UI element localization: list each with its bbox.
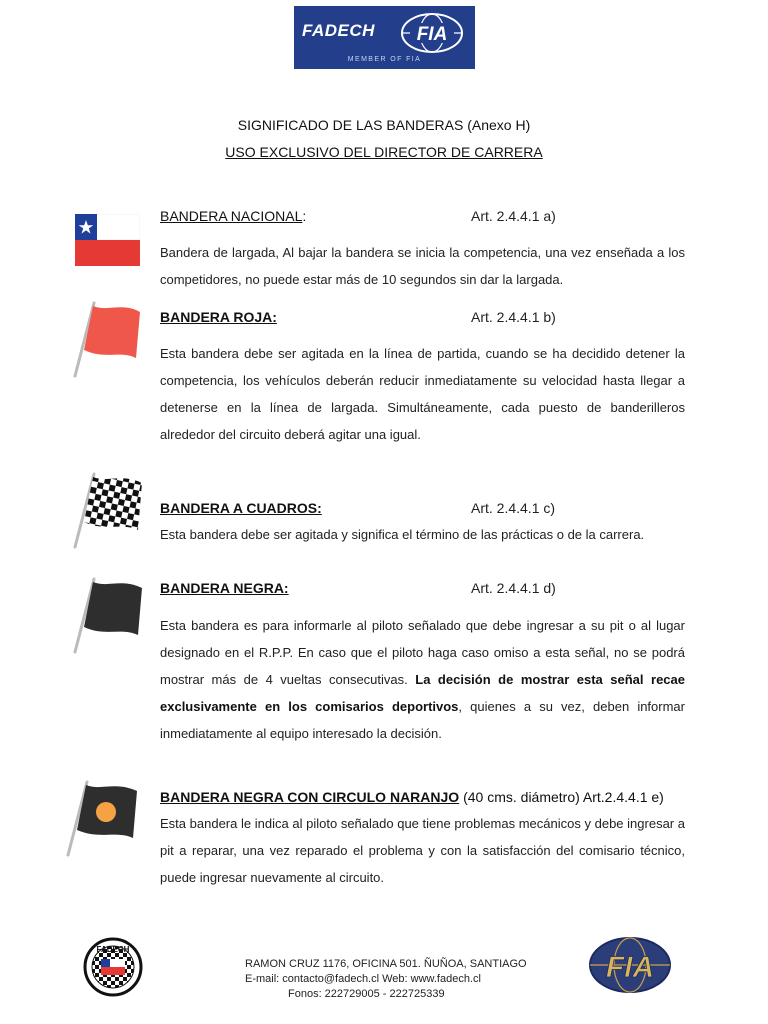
footer-phones: Fonos: 222729005 - 222725339 <box>288 988 445 1000</box>
document-title: SIGNIFICADO DE LAS BANDERAS (Anexo H) <box>237 117 531 133</box>
fadech-emblem-icon <box>83 937 143 997</box>
section-heading-negra: BANDERA NEGRA: <box>160 580 289 596</box>
black-flag-icon <box>70 575 146 655</box>
section-text-roja: Esta bandera debe ser agitada en la línea de partida, cuando se ha decidido detener la competencia, los vehículos deberán reducir inmediatamente su velocidad hasta llegar a detenerse en la línea de largada. Simultáneamente, cada puesto de banderilleros alrededor del circuito deberá agitar una igual. <box>160 346 685 442</box>
fia-globe-icon <box>400 11 464 55</box>
section-heading-cuadros: BANDERA A CUADROS: <box>160 500 322 516</box>
section-text-negra: Esta bandera es para informarle al piloto señalado que debe ingresar a su pit o al lugar designado en el R.P.P. En caso que el piloto haga caso omiso a esta señal, no se podrá mostrar más de 4 vueltas consecutivas. La decisión de mostrar esta señal recae exclusivamente en los comisarios deportivos, quienes a su vez, deben informar inmediatamente al equipo interesado la decisión. <box>160 618 685 741</box>
section-heading-roja: BANDERA ROJA: <box>160 309 277 325</box>
checkered-flag-icon <box>70 470 146 550</box>
document-subtitle: USO EXCLUSIVO DEL DIRECTOR DE CARRERA <box>225 144 543 160</box>
section-heading-negra-naranjo: BANDERA NEGRA CON CIRCULO NARANJO (40 cms. diámetro) Art.2.4.4.1 e) <box>160 789 664 805</box>
section-text-negra-emphasis: La decisión de mostrar esta señal recae exclusivamente en los comisarios deportivos <box>160 672 685 714</box>
fia-logo-icon <box>587 935 673 995</box>
article-ref-nacional: Art. 2.4.4.1 a) <box>471 208 556 224</box>
fadech-fia-logo <box>294 6 475 69</box>
section-text-nacional: Bandera de largada, Al bajar la bandera se inicia la competencia, una vez enseñada a los competidores, no puede estar más de 10 segundos sin dar la largada. <box>160 245 685 287</box>
member-of-fia-label: MEMBER OF FIA <box>347 56 422 63</box>
fadech-logo-wordmark: FADECH <box>302 21 375 40</box>
fia-logo-text: FIA <box>605 951 655 984</box>
black-flag-orange-circle-icon <box>63 778 141 858</box>
footer-email-web: E-mail: contacto@fadech.cl Web: www.fadech.cl <box>245 973 481 985</box>
fadech-emblem-text: FADECH <box>96 945 130 954</box>
article-ref-negra: Art. 2.4.4.1 d) <box>471 580 556 596</box>
footer-contact <box>240 957 540 1002</box>
article-ref-cuadros: Art. 2.4.4.1 c) <box>471 500 556 516</box>
fia-mark-text: FIA <box>416 24 448 45</box>
chile-flag-icon <box>75 214 140 266</box>
section-heading-nacional: BANDERA NACIONAL: <box>160 208 307 224</box>
section-text-cuadros: Esta bandera debe ser agitada y significa el término de las prácticas o de la carrera. <box>160 527 645 542</box>
footer-address: RAMON CRUZ 1176, OFICINA 501. ÑUÑOA, SANTIAGO <box>245 958 527 970</box>
section-text-negra-naranjo: Esta bandera le indica al piloto señalado que tiene problemas mecánicos y debe ingresar a pit a reparar, una vez reparado el problema y con la satisfacción del comisario técnico, puede ingresar nuevamente al circuito. <box>160 816 685 885</box>
article-ref-roja: Art. 2.4.4.1 b) <box>471 309 556 325</box>
red-flag-icon <box>70 300 145 380</box>
